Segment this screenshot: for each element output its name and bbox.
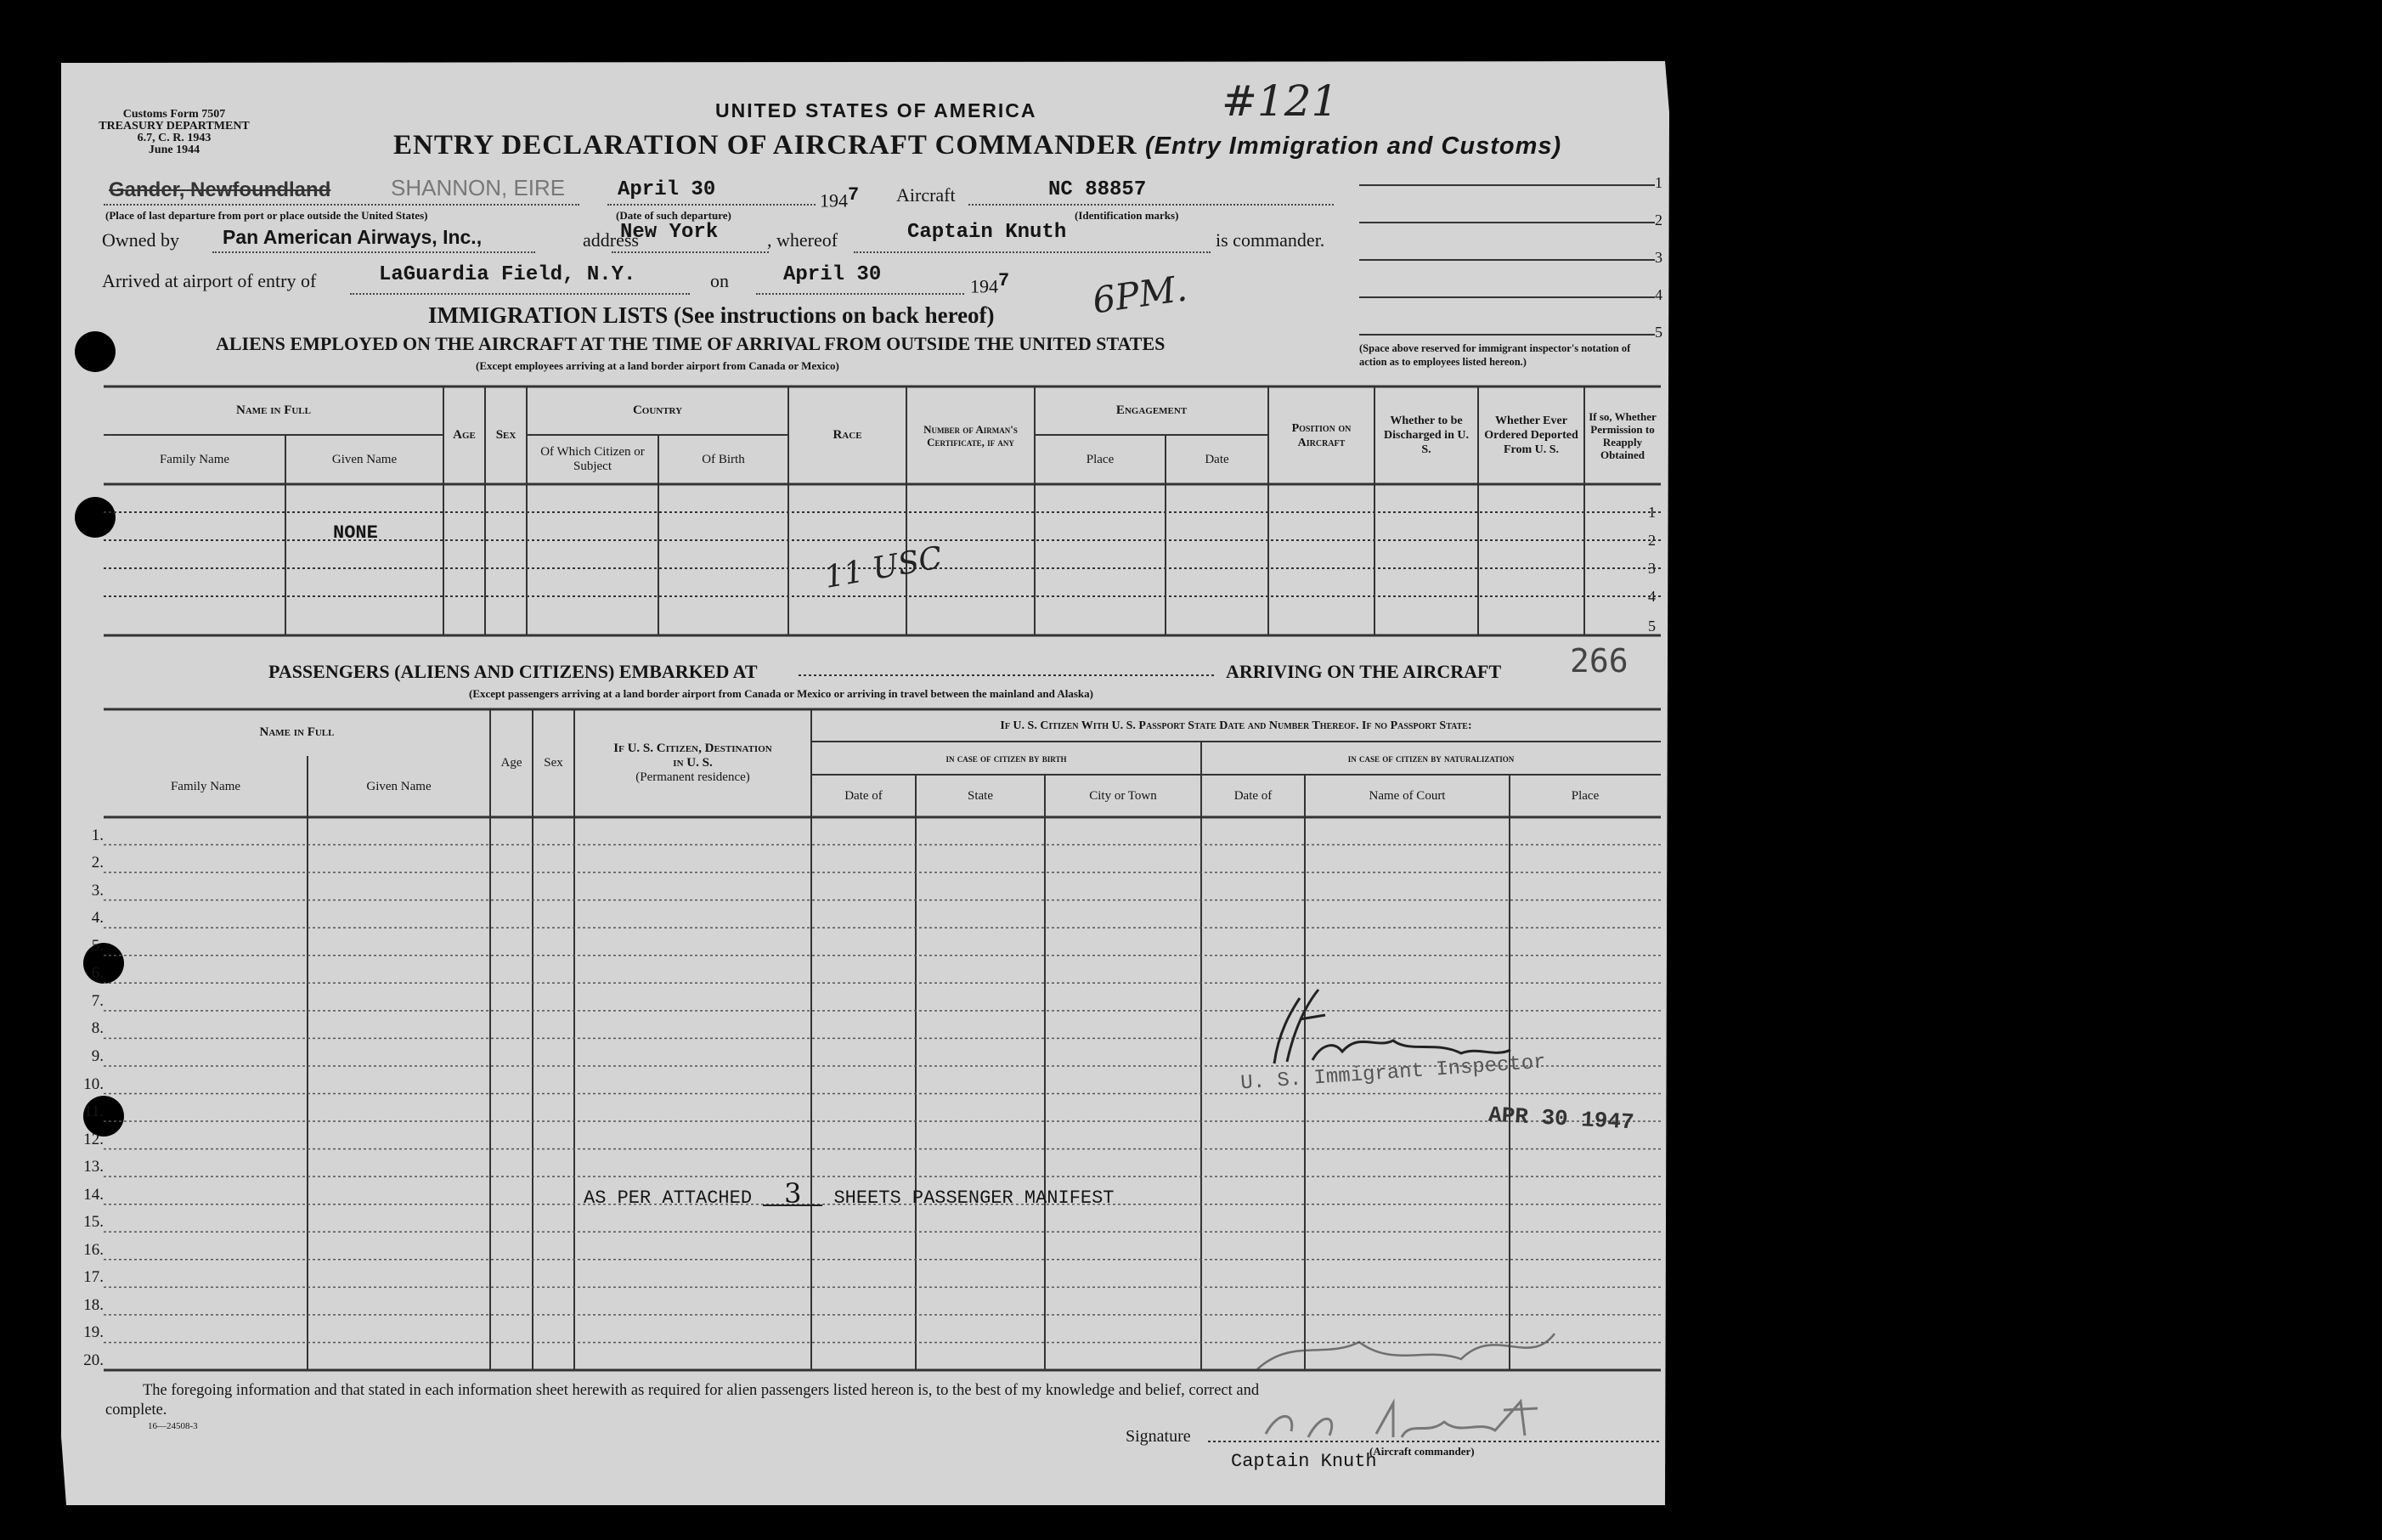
line-number: 4 — [1655, 286, 1662, 303]
row-number: 9. — [91, 1046, 104, 1065]
line-number: 1 — [1655, 174, 1662, 191]
col-state: State — [968, 788, 993, 803]
aircraft-id: NC 88857 — [1048, 178, 1147, 201]
row-number: 3. — [91, 881, 104, 900]
row-number: 17. — [83, 1268, 104, 1287]
signature-label: Signature — [1126, 1427, 1191, 1446]
row-number: 1. — [91, 826, 104, 844]
col-by-naturalization: in case of citizen by naturalization — [1347, 752, 1515, 764]
destination-header: If U. S. Citizen, Destination in U. S. — [613, 742, 772, 770]
row-number: 18. — [83, 1295, 104, 1314]
passenger-count: 266 — [1570, 642, 1628, 680]
arrival-time-handwritten: 6PM. — [1090, 267, 1190, 322]
form-code: 16—24508-3 — [148, 1421, 198, 1431]
year-prefix: 194 — [970, 275, 998, 297]
row-number: 11. — [83, 1103, 104, 1121]
col-by-birth: in case of citizen by birth — [945, 752, 1067, 764]
line-number: 2 — [1655, 212, 1662, 228]
owned-by-label: Owned by — [102, 229, 180, 251]
col-family-name: Family Name — [159, 452, 230, 466]
form-line: 6.7, C. R. 1943 — [137, 132, 212, 144]
row-number: 2 — [1648, 532, 1656, 549]
title-paren: (Entry Immigration and Customs) — [1144, 133, 1562, 160]
address-label: address — [583, 229, 639, 251]
col-age: Age — [500, 756, 522, 770]
row-number: 8. — [91, 1019, 104, 1038]
statement-line-1: The foregoing information and that stated in each information sheet herewith as required for alien passengers listed hereon is, to the best of my knowledge and belief, correct and — [143, 1382, 1260, 1399]
row-number: 19. — [83, 1323, 104, 1342]
col-sex: Sex — [544, 756, 563, 770]
col-race: Race — [833, 428, 862, 442]
inspector-stamp: U. S. Immigrant Inspector — [1239, 1051, 1547, 1096]
year-digit: 7 — [848, 184, 860, 206]
crew-entry: NONE — [333, 522, 378, 544]
row-number: 14. — [83, 1185, 104, 1204]
col-family-name: Family Name — [170, 779, 241, 793]
col-engagement: Engagement — [1115, 403, 1188, 417]
handwritten-number: #121 — [1222, 76, 1339, 126]
line-number: 3 — [1655, 249, 1662, 266]
row-number: 16. — [83, 1240, 104, 1259]
col-permission: If so, Whether Permission to Reapply Obtained — [1589, 409, 1657, 461]
row-number: 1 — [1648, 504, 1656, 521]
form-line: Customs Form 7507 — [122, 108, 226, 121]
passengers-title-right: ARRIVING ON THE AIRCRAFT — [1226, 661, 1502, 682]
row-number: 4 — [1648, 588, 1656, 605]
manifest-prefix: AS PER ATTACHED — [584, 1187, 753, 1209]
line-number: 5 — [1655, 324, 1662, 341]
row-number: 7. — [91, 991, 104, 1010]
destination-sub: (Permanent residence) — [635, 770, 750, 784]
passengers-title-left: PASSENGERS (ALIENS AND CITIZENS) EMBARKED AT — [268, 661, 758, 682]
inspector-note: (Space above reserved for immigrant inspector's notation of action as to employees listed hereon.) — [1359, 342, 1631, 368]
col-place: Place — [1571, 788, 1600, 803]
departure-caption: (Place of last departure from port or place outside the United States) — [105, 209, 428, 222]
col-name-of-court: Name of Court — [1369, 788, 1446, 803]
col-given-name: Given Name — [366, 779, 432, 793]
departure-date-caption: (Date of such departure) — [616, 209, 731, 222]
col-name-in-full: Name in Full — [259, 725, 335, 739]
row-number: 13. — [83, 1158, 104, 1176]
handwritten-mark: 11 USC — [821, 540, 945, 595]
year-prefix: 194 — [820, 189, 848, 212]
immigration-note: (Except employees arriving at a land border airport from Canada or Mexico) — [476, 359, 839, 372]
departure-date: April 30 — [618, 178, 716, 201]
aircraft-label: Aircraft — [896, 184, 956, 206]
row-number: 5 — [1648, 618, 1656, 635]
row-number: 15. — [83, 1213, 104, 1232]
col-country: Country — [632, 403, 683, 417]
arrived-label: Arrived at airport of entry of — [102, 270, 317, 291]
arrival-date: April 30 — [783, 263, 882, 286]
row-number: 20. — [83, 1351, 104, 1369]
immigration-subtitle: ALIENS EMPLOYED ON THE AIRCRAFT AT THE TIME OF ARRIVAL FROM OUTSIDE THE UNITED STATES — [216, 333, 1166, 354]
col-citizen-of: Of Which Citizen or Subject — [540, 445, 645, 473]
row-number: 6. — [91, 964, 104, 983]
immigration-title: IMMIGRATION LISTS (See instructions on back hereof) — [428, 302, 995, 328]
departure-place: Gander, Newfoundland — [109, 178, 331, 201]
address: New York — [620, 221, 719, 244]
col-position: Position on Aircraft — [1291, 421, 1352, 449]
col-of-birth: Of Birth — [702, 452, 745, 466]
departure-place-handwritten: SHANNON, EIRE — [391, 175, 566, 200]
col-name-in-full: Name in Full — [235, 403, 311, 417]
col-discharged: Whether to be Discharged in U. S. — [1384, 415, 1469, 456]
row-number: 5. — [91, 936, 104, 955]
row-number: 12. — [83, 1130, 104, 1148]
aircraft-caption: (Identification marks) — [1075, 209, 1179, 222]
col-given-name: Given Name — [331, 452, 398, 466]
row-number: 3 — [1648, 560, 1656, 577]
col-date-of: Date of — [844, 788, 883, 803]
signature-caption: (Aircraft commander) — [1369, 1445, 1475, 1458]
title-text: ENTRY DECLARATION OF AIRCRAFT COMMANDER — [393, 130, 1137, 161]
typed-name: Captain Knuth — [1231, 1451, 1377, 1472]
col-place: Place — [1086, 452, 1115, 466]
row-number: 4. — [91, 909, 104, 928]
col-age: Age — [453, 428, 476, 442]
arrival-airport: LaGuardia Field, N.Y. — [379, 263, 636, 286]
col-passport: If U. S. Citizen With U. S. Passport State Date and Number Thereof. If no Passport State: — [1000, 719, 1472, 732]
col-airman-cert: Number of Airman's Certificate, if any — [923, 422, 1018, 448]
manifest-suffix: SHEETS PASSENGER MANIFEST — [833, 1187, 1115, 1209]
col-deported: Whether Ever Ordered Deported From U. S. — [1484, 415, 1578, 456]
owner: Pan American Airways, Inc., — [223, 226, 483, 248]
commander: Captain Knuth — [907, 221, 1067, 244]
form-line: June 1944 — [148, 144, 200, 156]
passengers-note: (Except passengers arriving at a land border airport from Canada or Mexico or arriving in travel between the mainland and Alaska) — [469, 687, 1093, 700]
manifest-count: 3 — [763, 1182, 822, 1206]
col-sex: Sex — [495, 428, 516, 442]
year-digit: 7 — [998, 270, 1010, 291]
country-title: UNITED STATES OF AMERICA — [715, 99, 1037, 121]
col-date: Date — [1205, 452, 1229, 466]
row-number: 10. — [83, 1075, 104, 1093]
date-stamp: APR 30 1947 — [1487, 1102, 1635, 1136]
form-line: TREASURY DEPARTMENT — [99, 120, 250, 133]
statement-line-2: complete. — [105, 1402, 167, 1419]
is-commander-label: is commander. — [1216, 229, 1325, 251]
row-number: 2. — [91, 854, 104, 872]
col-city-town: City or Town — [1089, 788, 1157, 803]
col-date-of-2: Date of — [1233, 788, 1273, 803]
whereof-label: , whereof — [767, 229, 838, 251]
on-label: on — [710, 270, 729, 291]
